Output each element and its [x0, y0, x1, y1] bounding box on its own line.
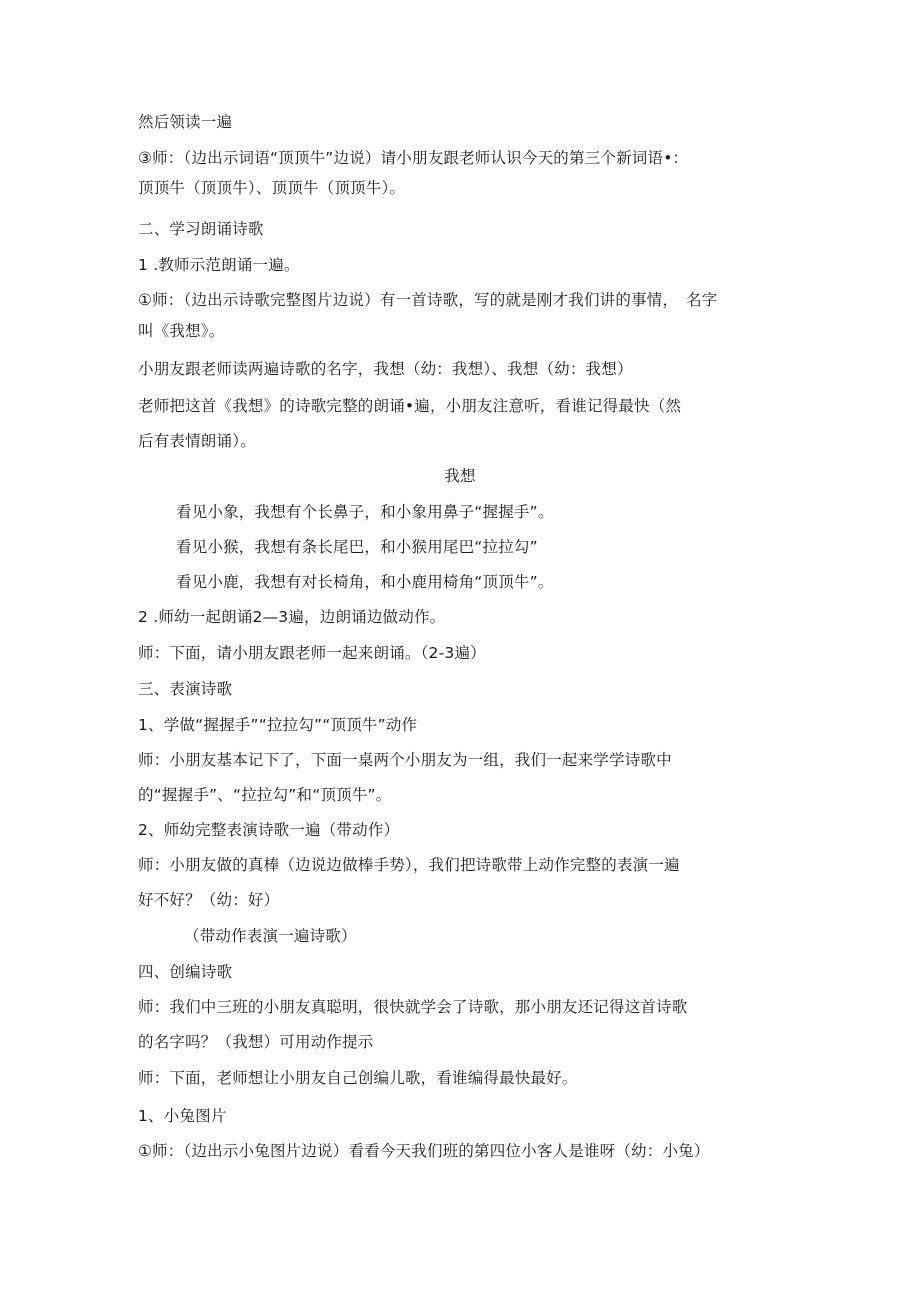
poem-title: 我想 — [444, 467, 476, 485]
text-line: （带动作表演一遍诗歌） — [184, 927, 357, 945]
text-line: 好不好？（幼：好） — [138, 891, 280, 909]
text-line: 师：下面，老师想让小朋友自己创编儿歌，看谁编得最快最好。 — [138, 1069, 578, 1087]
text-line: 的“握握手”、“拉拉勾”和“顶顶牛”。 — [138, 786, 392, 804]
text-line: 1、小兔图片 — [138, 1107, 227, 1125]
text-line: 老师把这首《我想》的诗歌完整的朗诵•遍，小朋友注意听，看谁记得最快（然 — [138, 397, 682, 415]
poem-line: 看见小象，我想有个长鼻子，和小象用鼻子“握握手”。 — [176, 503, 554, 521]
text-line: 叫《我想》。 — [138, 322, 225, 340]
section-heading: 四、创编诗歌 — [138, 963, 233, 981]
text-line: 小朋友跟老师读两遍诗歌的名字，我想（幼：我想）、我想（幼：我想） — [138, 360, 633, 378]
text-line: 师：小朋友基本记下了，下面一桌两个小朋友为一组，我们一起来学学诗歌中 — [138, 751, 672, 769]
text-line: 2 .师幼一起朗诵2—3遍，边朗诵边做动作。 — [138, 608, 446, 626]
text-line: 师：下面，请小朋友跟老师一起来朗诵。（2-3遍） — [138, 644, 486, 662]
text-line: 后有表情朗诵）。 — [138, 432, 256, 450]
text-line: 2、师幼完整表演诗歌一遍（带动作） — [138, 821, 400, 839]
section-heading: 三、表演诗歌 — [138, 680, 233, 698]
text-line: 顶顶牛（顶顶牛）、顶顶牛（顶顶牛）。 — [138, 179, 406, 197]
text-line: 1、学做“握握手”“拉拉勾”“顶顶牛”动作 — [138, 716, 418, 734]
text-line: 师：我们中三班的小朋友真聪明，很快就学会了诗歌，那小朋友还记得这首诗歌 — [138, 998, 688, 1016]
section-heading: 二、学习朗诵诗歌 — [138, 220, 264, 238]
text-line: 然后领读一遍 — [138, 113, 233, 131]
poem-line: 看见小猴，我想有条长尾巴，和小猴用尾巴“拉拉勾” — [176, 538, 538, 556]
text-line: 1 .教师示范朗诵一遍。 — [138, 256, 300, 274]
text-line: ③师：（边出示词语“顶顶牛”边说）请小朋友跟老师认识今天的第三个新词语•： — [138, 149, 689, 167]
poem-line: 看见小鹿，我想有对长椅角，和小鹿用椅角“顶顶牛”。 — [176, 573, 554, 591]
text-line: ①师：（边出示小兔图片边说）看看今天我们班的第四位小客人是谁呀（幼：小兔） — [138, 1142, 710, 1160]
text-line: 师：小朋友做的真棒（边说边做棒手势），我们把诗歌带上动作完整的表演一遍 — [138, 856, 680, 874]
text-line: ①师：（边出示诗歌完整图片边说）有一首诗歌，写的就是刚才我们讲的事情， 名字 — [138, 291, 718, 309]
text-line: 的名字吗？（我想）可用动作提示 — [138, 1033, 374, 1051]
